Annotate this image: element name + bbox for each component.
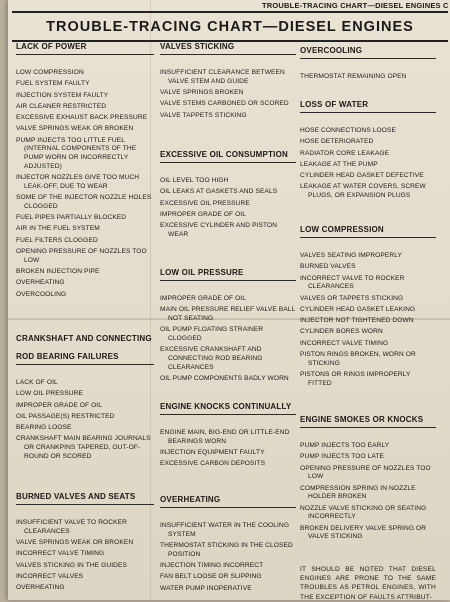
section-title: BURNED VALVES AND SEATS (16, 492, 154, 505)
cause-item: LOW COMPRESSION (16, 69, 84, 76)
cause-list (16, 379, 154, 462)
cause-item: OIL PUMP FLOATING STRAINER CLOGGED (160, 326, 264, 342)
cause-item: HOSE DETERIORATED (300, 138, 374, 146)
cause-item: EXCESSIVE CARBON DEPOSITS (160, 460, 266, 468)
cause-item: INCORRECT VALVE TIMING (16, 550, 105, 558)
cause-list (160, 295, 296, 384)
cause-item: PUMP INJECTS TOO LITTLE FUEL (INTERNAL COMPONENTS OF THE PUMP WORN OR INCORRECTLY ADJUSTED) (16, 136, 137, 170)
section-lack-of-power (16, 42, 154, 302)
section-title: OVERCOOLING (300, 46, 436, 59)
cause-item: FUEL PIPES PARTIALLY BLOCKED (16, 214, 127, 222)
section-low-oil-pressure (160, 268, 296, 386)
section-title: LOW COMPRESSION (300, 225, 436, 238)
cause-list (300, 127, 436, 201)
cause-item: RADIATOR CORE LEAKAGE (300, 149, 390, 157)
section-title: OVERHEATING (160, 495, 296, 508)
cause-item: LOW OIL PRESSURE (16, 390, 83, 398)
cause-item: OIL PUMP COMPONENTS BADLY WORN (160, 375, 289, 382)
cause-item: AIR CLEANER RESTRICTED (16, 102, 107, 110)
title-bar (12, 11, 448, 42)
cause-item: SOME OF THE INJECTOR NOZZLE HOLES CLOGGED (16, 194, 152, 210)
section-title: ENGINE SMOKES OR KNOCKS (300, 415, 436, 428)
cause-item: INSUFFICIENT WATER IN THE COOLING SYSTEM (160, 522, 290, 538)
cause-item: IMPROPER GRADE OF OIL (160, 210, 246, 218)
cause-list (160, 522, 296, 593)
section-overcooling (300, 46, 436, 84)
page-title: TROUBLE-TRACING CHART—DIESEL ENGINES (46, 18, 414, 35)
cause-item: ENGINE MAIN, BIG-END OR LITTLE-END BEARINGS WORN (160, 429, 290, 445)
cause-item: OIL LEVEL TOO HIGH (160, 177, 229, 184)
cause-item: BEARING LOOSE (16, 424, 72, 432)
cause-item: OVERHEATING (16, 279, 65, 287)
cause-list (16, 519, 154, 593)
cause-list (300, 252, 436, 388)
section-overheating (160, 495, 296, 596)
section-low-compression (300, 225, 436, 391)
cause-item: PUMP INJECTS TOO EARLY (300, 442, 390, 449)
cause-item: VALVE SPRINGS WEAK OR BROKEN (16, 125, 134, 133)
running-header: TROUBLE-TRACING CHART—DIESEL ENGINES C (262, 1, 449, 10)
cause-list (300, 442, 436, 542)
cause-item: LACK OF OIL (16, 379, 58, 386)
cause-item: EXCESSIVE EXHAUST BACK PRESSURE (16, 114, 148, 122)
cause-item: EXCESSIVE OIL PRESSURE (160, 199, 250, 207)
cause-item: EXCESSIVE CRANKSHAFT AND CONNECTING ROD BEARING CLEARANCES (160, 346, 263, 371)
cause-item: INCORRECT VALVES (16, 572, 84, 580)
section-engine-smokes (300, 415, 436, 545)
cause-item: NOZZLE VALVE STICKING OR SEATING INCORRECTLY (300, 504, 427, 521)
cause-item: OIL PASSAGE(S) RESTRICTED (16, 412, 115, 420)
cause-item: VALVES STICKING IN THE GUIDES (16, 561, 127, 569)
section-crankshaft-bearing-failures (16, 334, 154, 464)
section-title-line: ROD BEARING FAILURES (16, 352, 119, 361)
cause-item: PISTONS OR RINGS IMPROPERLY FITTED (300, 371, 411, 387)
cause-item: INCORRECT VALVE TIMING (300, 339, 389, 347)
cause-item: CRANKSHAFT MAIN BEARING JOURNALS OR CRANKPINS TAPERED, OUT-OF-ROUND OR SCORED (16, 435, 151, 460)
cause-item: CYLINDER BORES WORN (300, 328, 383, 336)
cause-item: FUEL FILTERS CLOGGED (16, 236, 98, 244)
section-engine-knocks (160, 402, 296, 472)
cause-list (300, 73, 436, 82)
cause-item: HOSE CONNECTIONS LOOSE (300, 127, 396, 134)
cause-item: OPENING PRESSURE OF NOZZLES TOO LOW (300, 464, 431, 481)
cause-item: IMPROPER GRADE OF OIL (160, 295, 246, 302)
section-loss-of-water (300, 100, 436, 203)
section-title: EXCESSIVE OIL CONSUMPTION (160, 150, 296, 163)
cause-list (160, 177, 296, 240)
cause-item: OIL LEAKS AT GASKETS AND SEALS (160, 188, 278, 196)
cause-item: CYLINDER HEAD GASKET LEAKING (300, 305, 416, 313)
section-title: LOSS OF WATER (300, 100, 436, 113)
cause-item: AIR IN THE FUEL SYSTEM (16, 225, 100, 233)
cause-item: VALVE TAPPETS STICKING (160, 111, 247, 119)
section-title-line: CRANKSHAFT AND CONNECTING (16, 334, 152, 343)
cause-list (16, 69, 154, 299)
cause-item: BURNED VALVES (300, 263, 356, 271)
footnote: IT SHOULD BE NOTED THAT DIESEL ENGINES ARE PRONE TO THE SAME TROUBLES AS PETROL ENGINES, WITH THE EXCEPTION OF FAULTS ATTRIBUT- (300, 566, 436, 601)
section-burned-valves (16, 492, 154, 595)
section-title (16, 334, 154, 365)
cause-item: FAN BELT LOOSE OR SLIPPING (160, 573, 262, 581)
cause-list (160, 429, 296, 469)
section-title: VALVES STICKING (160, 42, 296, 55)
section-title: ENGINE KNOCKS CONTINUALLY (160, 402, 296, 415)
cause-item: INJECTION EQUIPMENT FAULTY (160, 449, 265, 456)
cause-item: FUEL SYSTEM FAULTY (16, 80, 90, 88)
section-title: LACK OF POWER (16, 42, 154, 55)
cause-item: WATER PUMP INOPERATIVE (160, 584, 252, 592)
cause-item: BROKEN DELIVERY VALVE SPRING OR VALVE STICKING (300, 524, 427, 541)
cause-item: INJECTION TIMING INCORRECT (160, 562, 264, 569)
cause-item: LEAKAGE AT WATER COVERS, SCREW PLUGS, OR EXPANSION PLUGS (300, 183, 426, 200)
cause-item: VALVE SPRINGS WEAK OR BROKEN (16, 539, 134, 546)
cause-item: EXCESSIVE CYLINDER AND PISTON WEAR (160, 222, 278, 238)
cause-item: INCORRECT VALVE TO ROCKER CLEARANCES (300, 274, 405, 291)
cause-item: INSUFFICIENT VALVE TO ROCKER CLEARANCES (16, 519, 128, 535)
cause-item: MAIN OIL PRESSURE RELIEF VALVE BALL NOT SEATING (160, 306, 296, 322)
cause-item: INJECTION SYSTEM FAULTY (16, 91, 109, 99)
section-title: LOW OIL PRESSURE (160, 268, 296, 281)
section-excessive-oil-consumption (160, 150, 296, 242)
cause-item: VALVES SEATING IMPROPERLY (300, 252, 403, 259)
section-valves-sticking (160, 42, 296, 123)
cause-list (160, 69, 296, 120)
cause-item: PISTON RINGS BROKEN, WORN OR STICKING (300, 351, 416, 367)
cause-item: BROKEN INJECTION PIPE (16, 268, 100, 276)
cause-item: INJECTOR NOT TIGHTENED DOWN (300, 317, 414, 325)
cause-item: VALVE STEMS CARBONED OR SCORED (160, 100, 289, 108)
cause-item: OVERHEATING (16, 584, 65, 592)
cause-item: OVERCOOLING (16, 290, 67, 298)
cause-item: PUMP INJECTS TOO LATE (300, 453, 385, 461)
cause-item: CYLINDER HEAD GASKET DEFECTIVE (300, 172, 424, 180)
cause-item: LEAKAGE AT THE PUMP (300, 160, 378, 168)
cause-item: VALVE SPRINGS BROKEN (160, 89, 244, 96)
cause-item: INJECTOR NOZZLES GIVE TOO MUCH LEAK-OFF, DUE TO WEAR (16, 174, 140, 190)
cause-item: VALVES OR TAPPETS STICKING (300, 294, 404, 302)
cause-item: IMPROPER GRADE OF OIL (16, 401, 102, 409)
cause-item: OPENING PRESSURE OF NOZZLES TOO LOW (16, 248, 147, 264)
cause-item: THERMOSTAT STICKING IN THE CLOSED POSITION (160, 542, 293, 558)
cause-item: COMPRESSION SPRING IN NOZZLE HOLDER BROKEN (300, 484, 416, 501)
cause-item: THERMOSTAT REMAINING OPEN (300, 73, 407, 80)
cause-item: INSUFFICIENT CLEARANCE BETWEEN VALVE STEM AND GUIDE (160, 69, 285, 85)
